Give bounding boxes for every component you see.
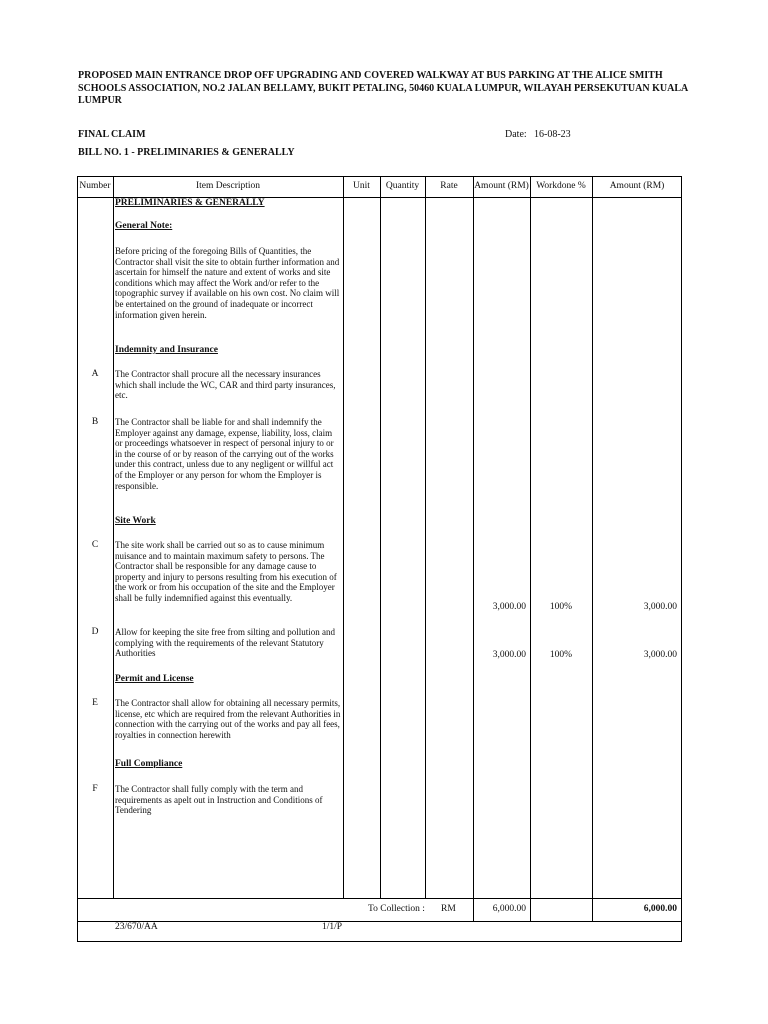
collection-bottom-rule [77, 921, 682, 922]
item-text-a: The Contractor shall procure all the necessary insurances which shall include the WC, CAR and third party insurances, etc. [115, 369, 336, 401]
section-full-compliance: Full Compliance [115, 759, 183, 769]
item-number-e: E [92, 698, 98, 708]
section-site-work: Site Work [115, 516, 156, 526]
col-divider-rate [473, 176, 474, 921]
item-number-d: D [91, 627, 99, 637]
to-collection-label: To Collection : [368, 904, 425, 914]
item-text-f: The Contractor shall fully comply with the term and requirements as apelt out in Instruction and Conditions of Tendering [115, 784, 323, 816]
item-d-amount-final: 3,000.00 [643, 650, 677, 660]
col-header-amount: Amount (RM) [474, 181, 529, 191]
item-text-e: The Contractor shall allow for obtaining all necessary permits, license, etc which are required from the relevant Authorities in connection with the carrying out of the works and pay all fees, royalties in connection herewith [115, 698, 341, 740]
section-general-note: General Note: [115, 221, 173, 231]
col-header-quantity: Quantity [385, 181, 420, 191]
col-header-amount-final: Amount (RM) [609, 181, 665, 191]
item-text-b: The Contractor shall be liable for and shall indemnify the Employer against any damage, expense, liability, loss, claim or proceedings whatsoever in respect of personal injury to or in the course of or by reason of the carrying out of the works under this contract, unless due to any negligent or willful act of the Employer or any person for whom the Employer is responsible. [115, 417, 334, 491]
project-title: PROPOSED MAIN ENTRANCE DROP OFF UPGRADING AND COVERED WALKWAY AT BUS PARKING AT THE ALICE SMITH SCHOOLS ASSOCIATION, NO.2 JALAN BELLAMY, BUKIT PETALING, 50460 KUALA LUMPUR, WILAYAH PERSEKUTUAN KUALA LUMPUR [78, 70, 688, 106]
item-c-amount-final: 3,000.00 [643, 602, 677, 612]
col-header-rate: Rate [440, 181, 458, 191]
item-text-c: The site work shall be carried out so as to cause minimum nuisance and to maintain maximum safety to persons. The Contractor shall be responsible for any damage cause to property and injury to persons resulting from his execution of the work or from his occupation of the site and the Employer shall be fully indemnified against this eventually. [115, 540, 337, 603]
general-note-text: Before pricing of the foregoing Bills of Quantities, the Contractor shall visit the site to obtain further information and ascertain for himself the nature and extent of works and site conditions which may affect the Work and/or refer to the topographic survey if available on his own cost. No claim will be entertained on the ground of inadequate or incorrect information given herein. [115, 246, 340, 320]
section-preliminaries: PRELIMINARIES & GENERALLY [115, 198, 265, 208]
section-indemnity: Indemnity and Insurance [115, 345, 218, 355]
item-d-workdone: 100% [549, 650, 573, 660]
col-divider-unit [380, 176, 381, 898]
item-number-f: F [92, 784, 98, 794]
col-divider-description [343, 176, 344, 898]
reference-number: 23/670/AA [115, 922, 158, 932]
collection-amount: 6,000.00 [492, 904, 526, 914]
currency-label: RM [441, 904, 456, 914]
col-header-description: Item Description [195, 181, 261, 191]
item-number-c: C [91, 540, 99, 550]
section-permit: Permit and License [115, 674, 194, 684]
col-divider-quantity [425, 176, 426, 898]
col-divider-number [113, 176, 114, 898]
item-text-d: Allow for keeping the site free from silting and pollution and complying with the requirements of the relevant Statutory Authorities [115, 627, 335, 659]
item-c-workdone: 100% [549, 602, 573, 612]
col-header-unit: Unit [353, 181, 370, 191]
final-claim-label: FINAL CLAIM [78, 129, 146, 140]
col-divider-amount [530, 176, 531, 921]
col-header-workdone: Workdone % [536, 181, 586, 191]
date-value: 16-08-23 [534, 129, 571, 140]
collection-amount-final: 6,000.00 [643, 904, 677, 914]
item-number-b: B [91, 417, 99, 427]
item-d-amount: 3,000.00 [492, 650, 526, 660]
date-label: Date: [505, 129, 527, 140]
bill-title: BILL NO. 1 - PRELIMINARIES & GENERALLY [78, 147, 295, 158]
page-number: 1/1/P [322, 922, 343, 932]
col-divider-workdone [592, 176, 593, 921]
item-number-a: A [91, 369, 99, 379]
item-c-amount: 3,000.00 [492, 602, 526, 612]
col-header-number: Number [79, 181, 111, 191]
